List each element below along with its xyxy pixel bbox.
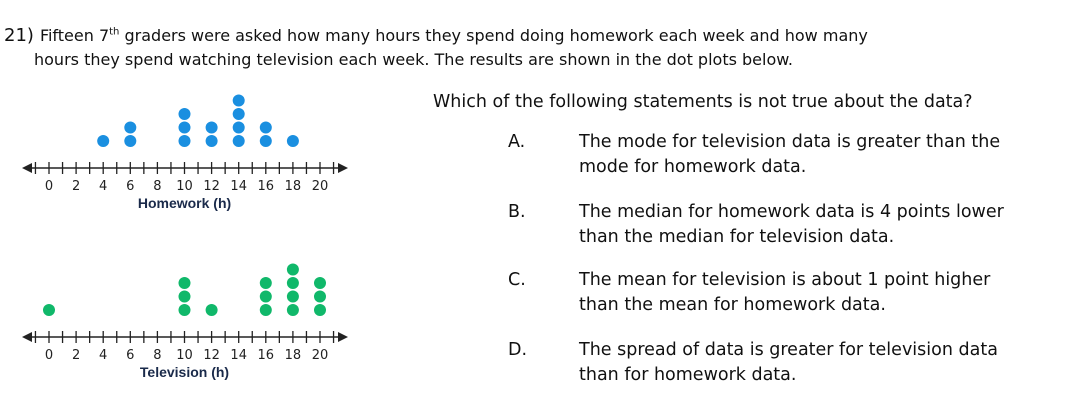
option-a-line-1: The mode for television data is greater than the — [579, 132, 1001, 152]
tick-label: 12 — [203, 179, 220, 194]
tick-label: 18 — [284, 179, 302, 194]
tick-label: 4 — [99, 348, 108, 363]
option-c-text — [579, 268, 990, 318]
tick-label: 20 — [311, 348, 329, 363]
television-dot — [314, 291, 326, 303]
tick-label: 20 — [311, 179, 329, 194]
tick-label: 6 — [126, 179, 135, 194]
homework-dot-plot — [20, 82, 360, 222]
homework-dot — [260, 122, 272, 134]
tick-label: 18 — [284, 348, 302, 363]
television-dot — [314, 277, 326, 289]
option-b-line-1: The median for homework data is 4 points lower — [579, 202, 1004, 222]
tick-label: 0 — [44, 179, 54, 194]
television-dot — [260, 291, 272, 303]
homework-dot — [260, 135, 272, 147]
ordinal-suffix: th — [109, 26, 120, 38]
option-b-letter: B. — [508, 202, 526, 222]
option-c-line-1: The mean for television is about 1 point higher — [579, 270, 991, 290]
homework-dot — [179, 108, 191, 120]
homework-dot — [206, 135, 218, 147]
television-dot — [287, 304, 299, 316]
tick-label: 14 — [230, 348, 247, 363]
tick-label: 8 — [153, 348, 162, 363]
question-text-end: graders were asked how many hours they spend doing homework each week and how many — [119, 26, 868, 45]
option-d-letter: D. — [508, 340, 528, 360]
question-text-start: Fifteen 7 — [39, 26, 110, 45]
option-d-line-2: than for homework data. — [579, 365, 797, 385]
question-number: 21) — [4, 25, 34, 46]
homework-axis-title: Homework (h) — [137, 195, 232, 211]
tick-label: 0 — [44, 348, 54, 363]
television-dot — [179, 277, 191, 289]
tick-label: 16 — [257, 348, 275, 363]
question-line-1 — [4, 25, 868, 46]
option-c-letter: C. — [508, 270, 526, 290]
option-b-text — [579, 200, 1004, 250]
option-d-line-1: The spread of data is greater for television data — [579, 340, 998, 360]
television-dot — [206, 304, 218, 316]
right-arrow-icon — [338, 163, 348, 173]
tick-label: 8 — [153, 179, 162, 194]
tick-label: 10 — [176, 348, 193, 363]
right-arrow-icon — [338, 332, 348, 342]
television-dot-plot — [20, 250, 360, 395]
tick-label: 14 — [230, 179, 247, 194]
homework-dot — [287, 135, 299, 147]
television-dot — [260, 304, 272, 316]
left-arrow-icon — [22, 163, 32, 173]
tick-label: 4 — [99, 179, 108, 194]
homework-dot — [233, 95, 245, 107]
tick-label: 12 — [203, 348, 220, 363]
homework-dot — [124, 135, 136, 147]
television-dot — [314, 304, 326, 316]
television-dot — [287, 277, 299, 289]
homework-dot — [233, 122, 245, 134]
tick-label: 2 — [71, 348, 81, 363]
tick-label: 10 — [176, 179, 193, 194]
television-dot — [179, 291, 191, 303]
television-dot — [287, 264, 299, 276]
question-line-2: hours they spend watching television each week. The results are shown in the dot plots below. — [34, 50, 793, 69]
television-dot — [179, 304, 191, 316]
option-a-line-2: mode for homework data. — [579, 157, 807, 177]
homework-dot — [206, 122, 218, 134]
homework-dot — [179, 122, 191, 134]
television-dot — [260, 277, 272, 289]
tick-label: 2 — [71, 179, 81, 194]
television-dot — [43, 304, 55, 316]
homework-dot — [233, 108, 245, 120]
option-a-text — [579, 130, 1000, 180]
left-arrow-icon — [22, 332, 32, 342]
television-axis-title: Television (h) — [139, 364, 230, 380]
tick-label: 16 — [257, 179, 275, 194]
homework-dot — [124, 122, 136, 134]
option-a-letter: A. — [508, 132, 526, 152]
homework-dot — [97, 135, 109, 147]
answer-prompt: Which of the following statements is not true about the data? — [433, 92, 973, 112]
option-c-line-2: than the mean for homework data. — [579, 295, 886, 315]
option-d-text — [579, 338, 998, 388]
tick-label: 6 — [126, 348, 135, 363]
homework-dot — [179, 135, 191, 147]
television-dot — [287, 291, 299, 303]
option-b-line-2: than the median for television data. — [579, 227, 895, 247]
homework-dot — [233, 135, 245, 147]
